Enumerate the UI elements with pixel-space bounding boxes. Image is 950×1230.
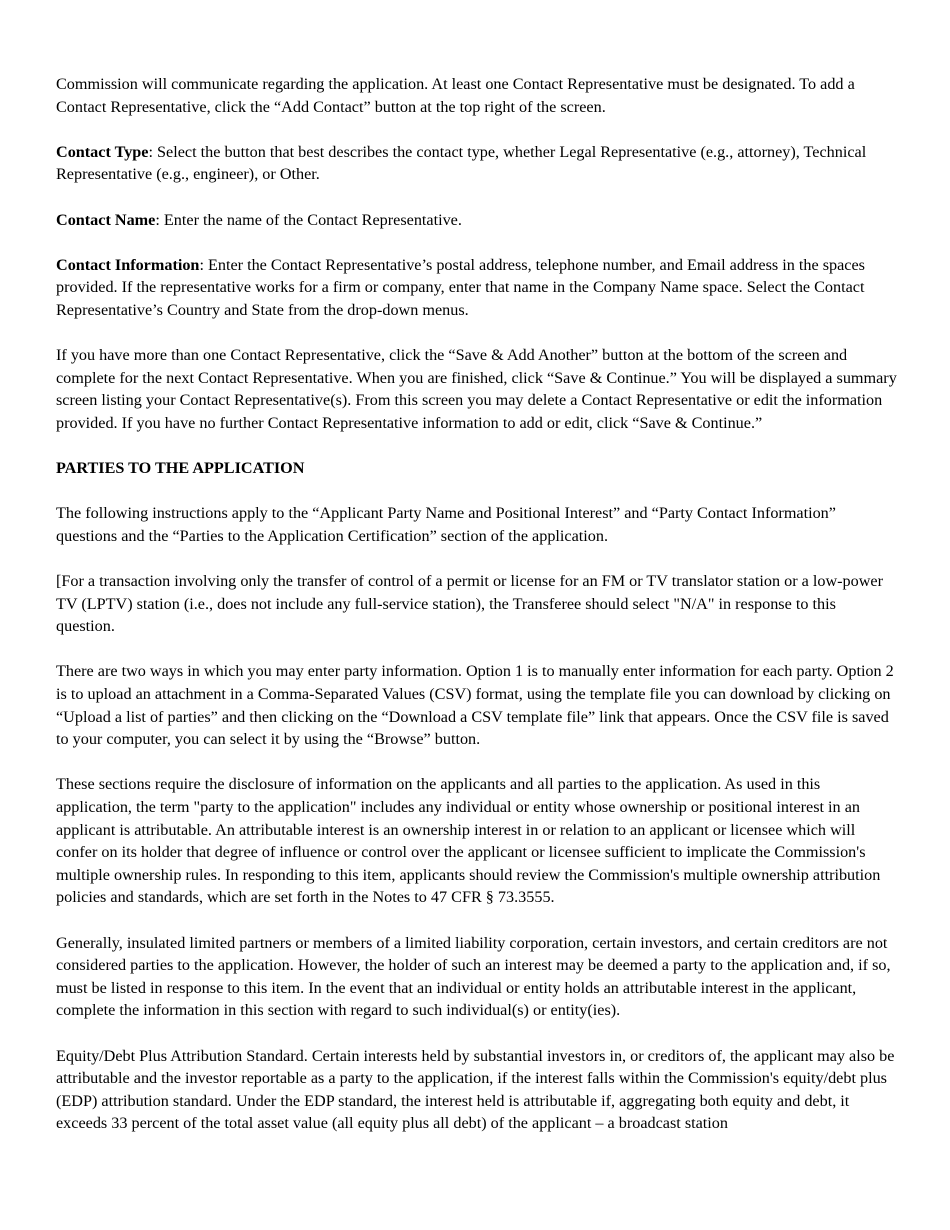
- term-contact-name: Contact Name: [56, 210, 156, 229]
- paragraph-contact-information: [56, 254, 898, 322]
- document-page: [56, 73, 898, 1158]
- paragraph-disclosure: These sections require the disclosure of information on the applicants and all parties to the application. As used in this application, the term "party to the application" includes any individual or entity whose ownership or positional interest in an applicant is attributable. An attributable interest is an ownership interest in or relation to an applicant or licensee which will confer on its holder that degree of influence or control over the applicant or licensee sufficient to implicate the Commission's multiple ownership rules. In responding to this item, applicants should review the Commission's multiple ownership attribution policies and standards, which are set forth in the Notes to 47 CFR § 73.3555.: [56, 775, 881, 907]
- paragraph-edp-standard: Equity/Debt Plus Attribution Standard. Certain interests held by substantial investors in, or creditors of, the applicant may also be attributable and the investor reportable as a party to the application, if the interest falls within the Commission's equity/debt plus (EDP) attribution standard. Under the EDP standard, the interest held is attributable if, aggregating both equity and debt, it exceeds 33 percent of the total asset value (all equity plus all debt) of the applicant – a broadcast station: [56, 1046, 895, 1133]
- paragraph-contact-intro: Commission will communicate regarding the application. At least one Contact Representative must be designated. To add a Contact Representative, click the “Add Contact” button at the top right of the screen.: [56, 75, 855, 116]
- term-contact-type: Contact Type: [56, 142, 149, 161]
- paragraph-more-contacts: If you have more than one Contact Representative, click the “Save & Add Another” button at the bottom of the screen and complete for the next Contact Representative. When you are finished, click “Save & Continue.” You will be displayed a summary screen listing your Contact Representative(s). From this screen you may delete a Contact Representative or edit the information provided. If you have no further Contact Representative information to add or edit, click “Save & Continue.”: [56, 346, 897, 432]
- text-contact-information: : Enter the Contact Representative’s postal address, telephone number, and Email address in the spaces provided. If the representative works for a firm or company, enter that name in the Company Name space. Select the Contact Representative’s Country and State from the drop-down menus.: [56, 255, 865, 319]
- paragraph-two-ways: There are two ways in which you may enter party information. Option 1 is to manually enter information for each party. Option 2 is to upload an attachment in a Comma-Separated Values (CSV) format, using the template file you can download by clicking on “Upload a list of parties” and then clicking on the “Download a CSV template file” link that appears. Once the CSV file is saved to your computer, you can select it by using the “Browse” button.: [56, 662, 894, 749]
- section-heading-parties: PARTIES TO THE APPLICATION: [56, 459, 305, 478]
- paragraph-contact-name: [56, 209, 898, 232]
- paragraph-parties-instructions: The following instructions apply to the “Applicant Party Name and Positional Interest” and “Party Contact Information” questions and the “Parties to the Application Certification” section of the application.: [56, 504, 836, 545]
- paragraph-translator-note: [For a transaction involving only the transfer of control of a permit or license for an FM or TV translator station or a low-power TV (LPTV) station (i.e., does not include any full-service station), the Transferee should select "N/A" in response to this question.: [56, 572, 884, 636]
- text-contact-name: : Enter the name of the Contact Representative.: [155, 210, 462, 229]
- paragraph-insulated-interests: Generally, insulated limited partners or members of a limited liability corporation, certain investors, and certain creditors are not considered parties to the application. However, the holder of such an interest may be deemed a party to the application and, if so, must be listed in response to this item. In the event that an individual or entity holds an attributable interest in the applicant, complete the information in this section with regard to such individual(s) or entity(ies).: [56, 933, 891, 1020]
- term-contact-information: Contact Information: [56, 255, 200, 274]
- paragraph-contact-type: [56, 141, 898, 186]
- text-contact-type: : Select the button that best describes the contact type, whether Legal Representative (e.g., attorney), Technical Representative (e.g., engineer), or Other.: [56, 142, 867, 184]
